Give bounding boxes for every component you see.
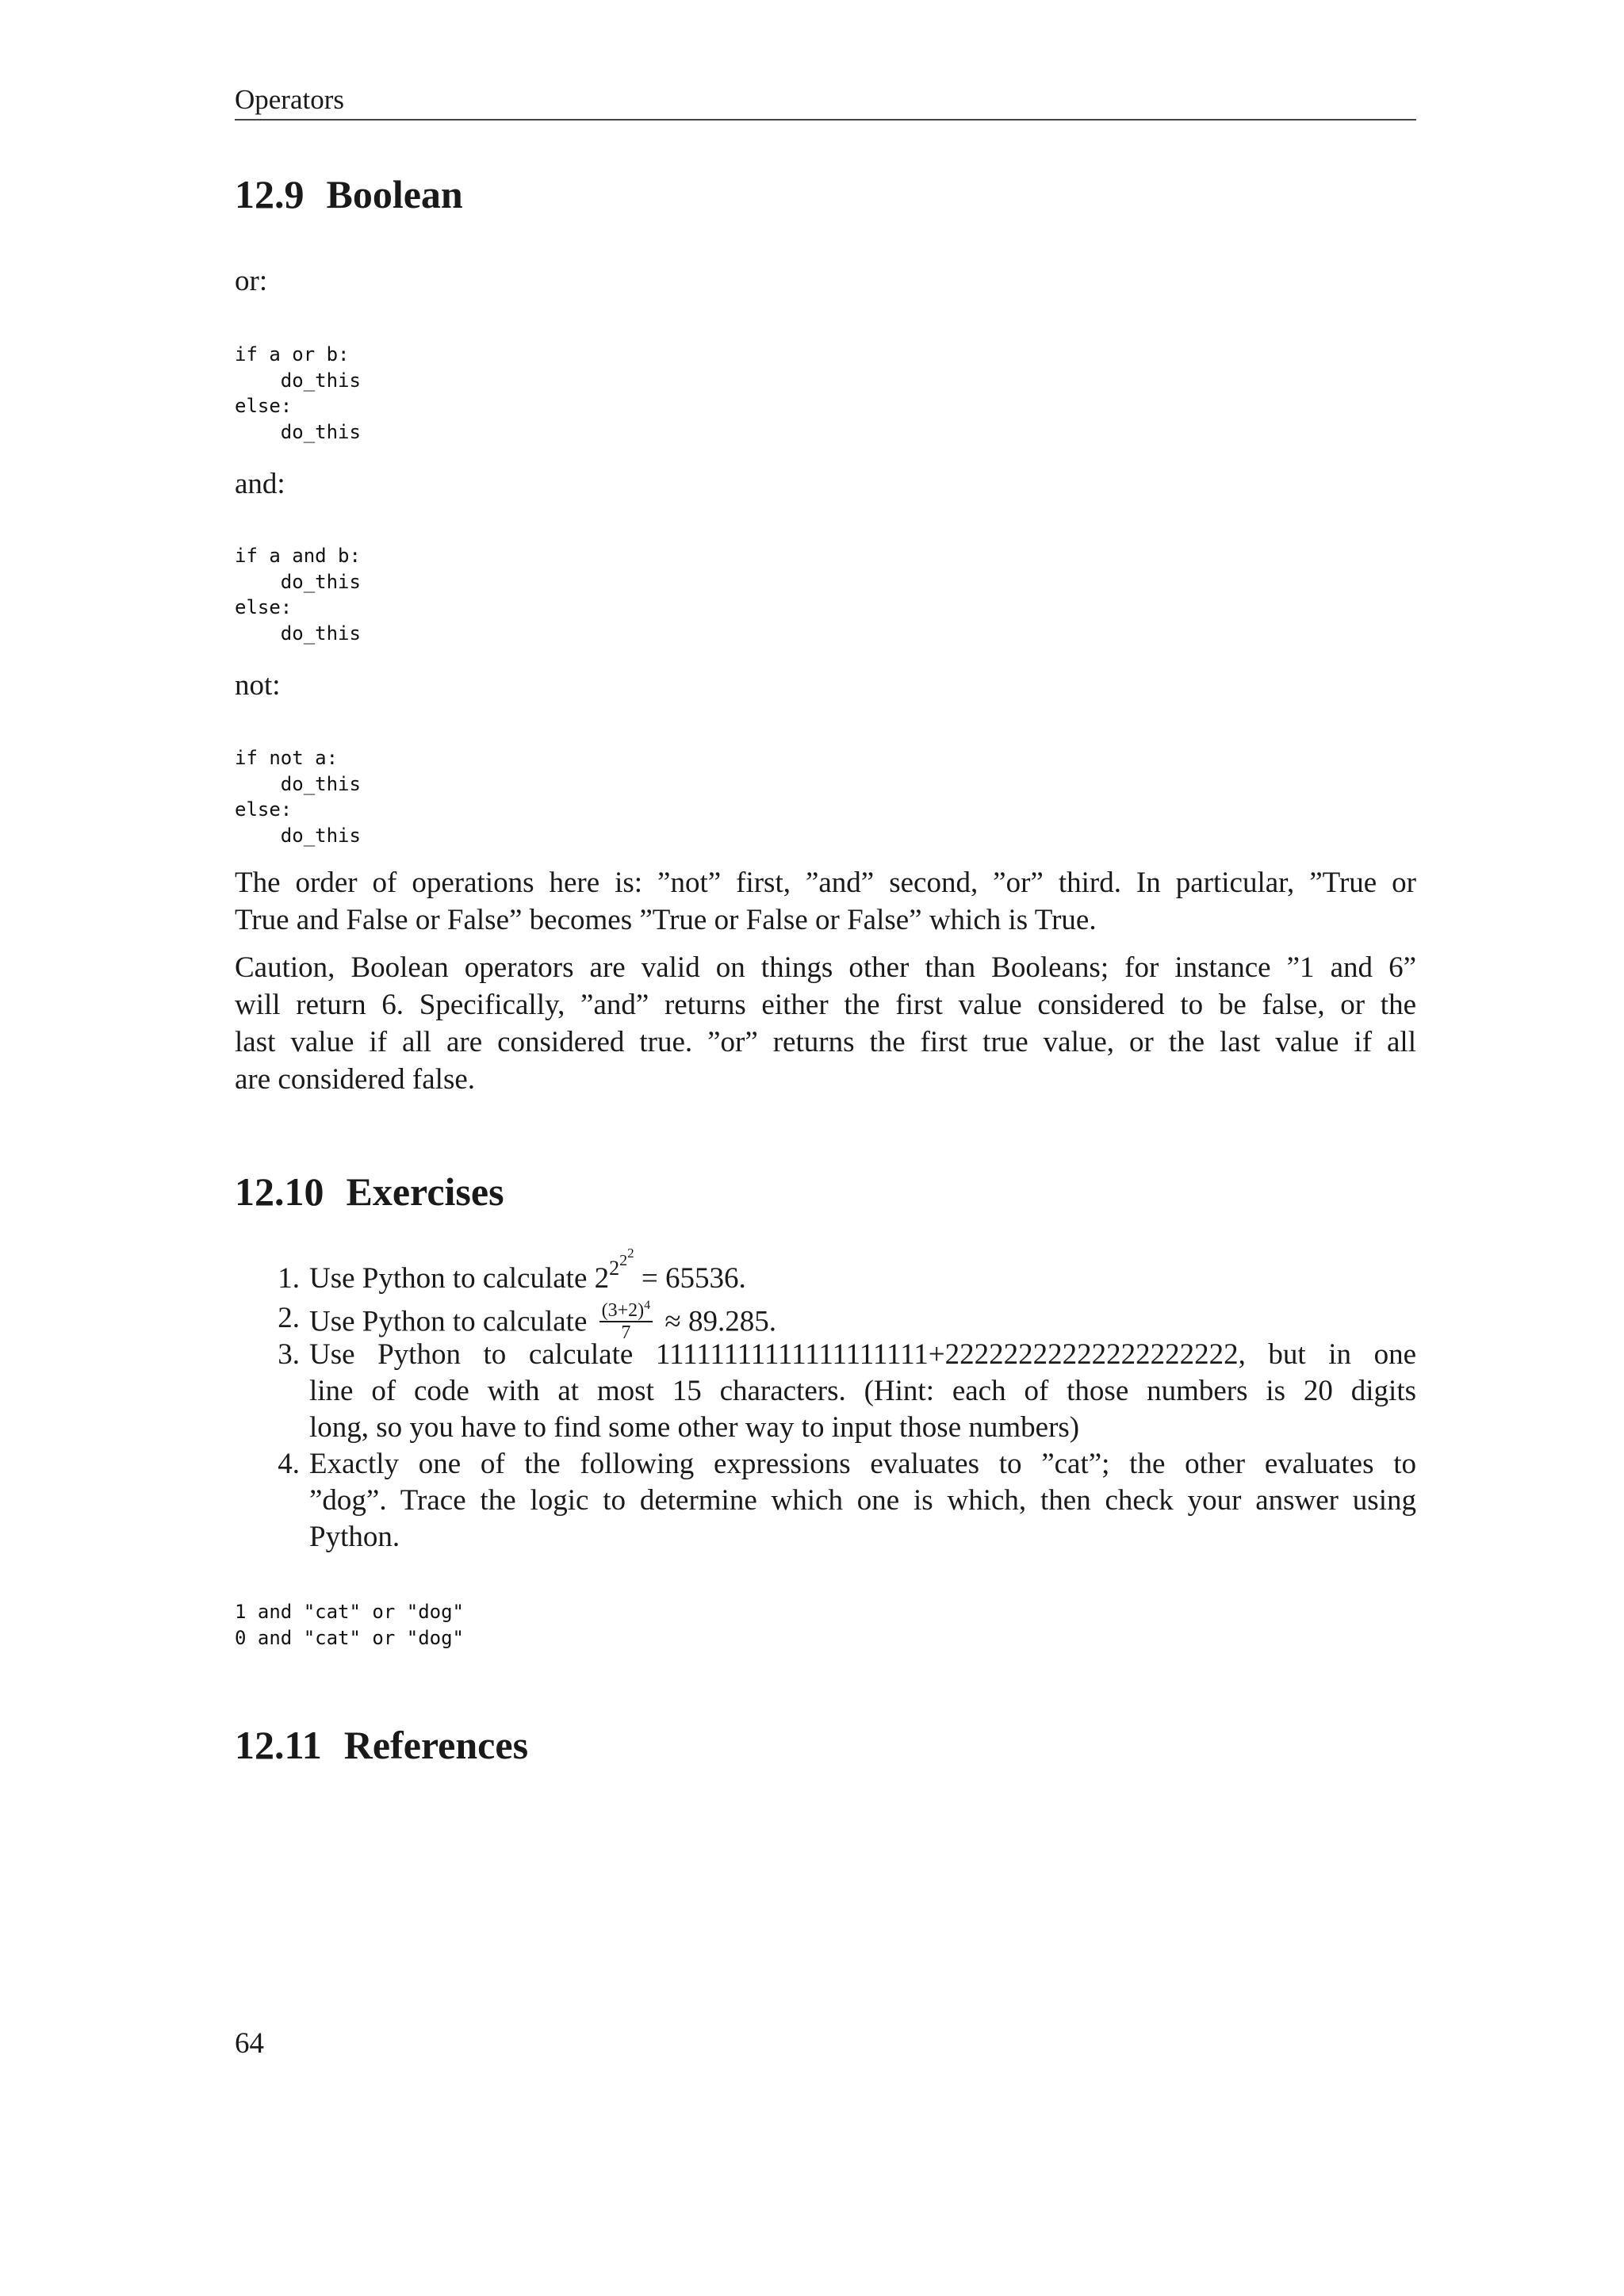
- exercise-text-post: = 65536.: [634, 1262, 746, 1295]
- section-heading-exercises: [235, 1168, 504, 1215]
- section-heading-boolean: [235, 170, 463, 218]
- exercise-line: Use Python to calculate 11111111111111111111+22222222222222222222, but in one: [309, 1338, 1416, 1371]
- order-of-operations-paragraph: [235, 864, 1416, 939]
- exponent-3: 2: [627, 1246, 634, 1261]
- exercise-line: ”dog”. Trace the logic to determine which one is which, then check your answer using: [309, 1484, 1416, 1517]
- paragraph-line: will return 6. Specifically, ”and” returns either the first value considered to be false, or the: [235, 989, 1416, 1021]
- section-title: References: [343, 1723, 529, 1767]
- exercise-line: line of code with at most 15 characters. (Hint: each of those numbers is 20 digits: [309, 1375, 1416, 1407]
- not-label: not:: [235, 669, 281, 702]
- paragraph-line: are considered false.: [235, 1063, 476, 1096]
- exercise-text-pre: Use Python to calculate 2: [309, 1262, 610, 1295]
- running-head: Operators: [235, 84, 345, 115]
- fraction: [599, 1295, 653, 1343]
- item-number: 4.: [278, 1448, 300, 1480]
- paragraph-line: The order of operations here is: ”not” first, ”and” second, ”or” third. In particular, ”True or: [235, 867, 1416, 899]
- item-number: 2.: [278, 1302, 300, 1334]
- and-code-block: if a and b: do_this else: do_this: [235, 545, 361, 645]
- exercise-line: Exactly one of the following expressions evaluates to ”cat”; the other evaluates to: [309, 1448, 1416, 1480]
- paragraph-line: True and False or False” becomes ”True or False or False” which is True.: [235, 904, 1097, 936]
- fraction-numerator: $(3+2)^4$: [599, 1295, 653, 1322]
- section-heading-references: [235, 1721, 528, 1769]
- exponent-2: 2: [619, 1252, 628, 1269]
- or-label: or:: [235, 265, 268, 297]
- exercise-code-block: 1 and "cat" or "dog" 0 and "cat" or "dog": [235, 1601, 464, 1649]
- paragraph-line: last value if all are considered true. ”or” returns the first true value, or the last value if all: [235, 1026, 1416, 1058]
- fraction-denominator: 7: [621, 1322, 631, 1343]
- exercise-text: [309, 1299, 1416, 1343]
- section-number: 12.9: [235, 172, 304, 216]
- paragraph-line: Caution, Boolean operators are valid on things other than Booleans; for instance ”1 and 6”: [235, 951, 1416, 984]
- exercise-text-post: ≈ 89.285.: [657, 1305, 776, 1338]
- exponent-1: 2: [609, 1257, 620, 1280]
- section-title: Boolean: [326, 172, 463, 216]
- caution-paragraph: [235, 949, 1416, 1098]
- or-code-block: if a or b: do_this else: do_this: [235, 343, 361, 443]
- page-number: 64: [235, 2027, 264, 2060]
- and-label: and:: [235, 468, 285, 500]
- section-title: Exercises: [346, 1169, 504, 1214]
- section-number: 12.10: [235, 1169, 324, 1214]
- exercise-text-pre: Use Python to calculate: [309, 1305, 595, 1338]
- exercise-text: [309, 1246, 1416, 1297]
- exercise-line: Python.: [309, 1521, 400, 1553]
- item-number: 1.: [278, 1262, 300, 1295]
- item-number: 3.: [278, 1338, 300, 1371]
- header-rule: [235, 119, 1416, 121]
- exercise-line: long, so you have to find some other way to input those numbers): [309, 1411, 1080, 1444]
- not-code-block: if not a: do_this else: do_this: [235, 747, 361, 847]
- section-number: 12.11: [235, 1723, 322, 1767]
